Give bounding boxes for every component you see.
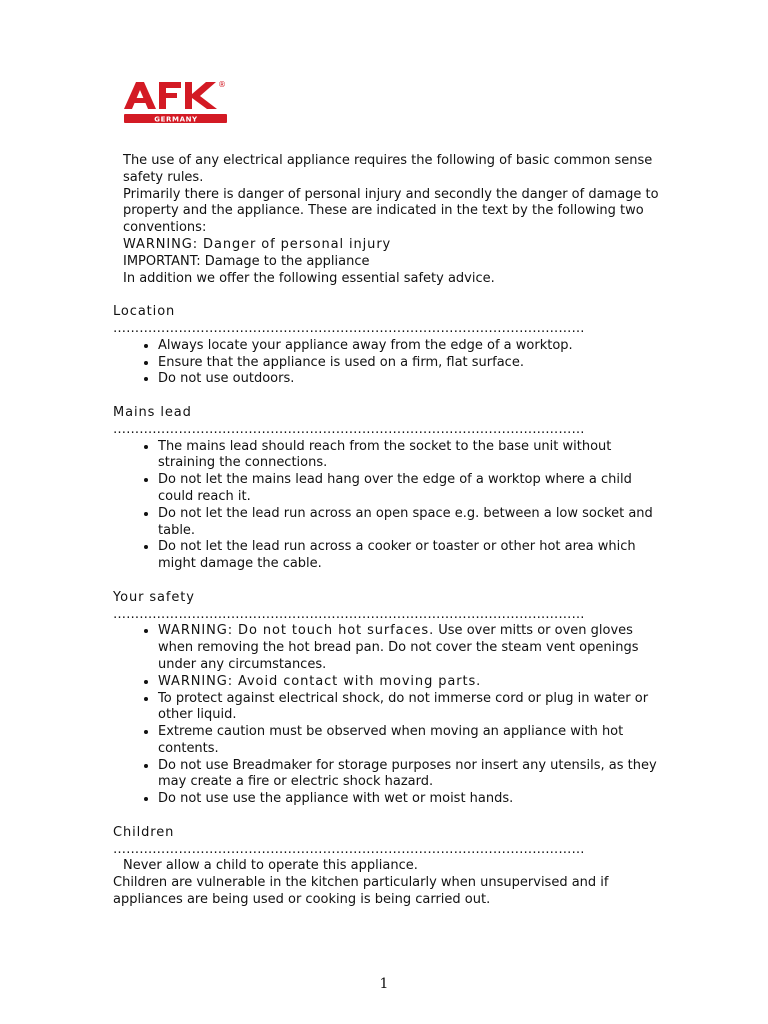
list-item bbox=[158, 338, 661, 355]
intro-paragraph: IMPORTANT: Damage to the appliance bbox=[123, 253, 370, 269]
item-text: Do not let the mains lead hang over the edge of a worktop where a child could reach it. bbox=[158, 472, 632, 504]
section-title: Location bbox=[113, 304, 176, 320]
section-title: Your safety bbox=[113, 589, 195, 605]
item-text: Ensure that the appliance is used on a firm, flat surface. bbox=[158, 354, 524, 370]
list-item bbox=[158, 758, 661, 792]
list-item bbox=[158, 371, 661, 388]
list-item bbox=[158, 724, 661, 758]
section-location bbox=[113, 304, 661, 388]
section-paragraph: Children are vulnerable in the kitchen particularly when unsupervised and if appliances are being used or cooking is being carried out. bbox=[113, 875, 609, 908]
item-text: Do not let the lead run across an open space e.g. between a low socket and table. bbox=[158, 505, 653, 538]
bullet-list bbox=[113, 338, 661, 388]
item-text: The mains lead should reach from the socket to the base unit without straining the connections. bbox=[158, 438, 612, 471]
page-number: 1 bbox=[379, 976, 389, 992]
intro-paragraph: WARNING: Danger of personal injury bbox=[123, 236, 392, 252]
logo-subtitle: GERMANY bbox=[154, 115, 198, 124]
bullet-list bbox=[113, 439, 661, 573]
section-paragraph: Never allow a child to operate this appliance. bbox=[123, 858, 418, 874]
logo-registered-mark: ® bbox=[218, 80, 226, 89]
list-item bbox=[158, 539, 661, 573]
item-text: Always locate your appliance away from the edge of a worktop. bbox=[158, 337, 573, 353]
list-item bbox=[158, 674, 661, 691]
dotted-separator: ……………………………………………………………………………………………… bbox=[113, 320, 585, 336]
item-text: Do not use use the appliance with wet or moist hands. bbox=[158, 791, 514, 807]
intro-paragraph: Primarily there is danger of personal injury and secondly the danger of damage to property and the appliance. These are indicated in the text by the following two conventions: bbox=[123, 186, 659, 236]
list-item bbox=[158, 355, 661, 372]
list-item bbox=[158, 506, 661, 540]
item-text: Do not use Breadmaker for storage purposes nor insert any utensils, as they may create a fire or electric shock hazard. bbox=[158, 757, 657, 790]
dotted-separator: ……………………………………………………………………………………………… bbox=[113, 421, 585, 437]
list-item bbox=[158, 439, 661, 473]
sections-container bbox=[113, 304, 661, 909]
item-text: To protect against electrical shock, do not immerse cord or plug in water or other liquid. bbox=[158, 690, 649, 723]
warning-text: WARNING: Do not touch hot surfaces. bbox=[158, 623, 435, 639]
item-text: Do not let the lead run across a cooker or toaster or other hot area which might damage the cable. bbox=[158, 539, 636, 572]
intro-paragraph: In addition we offer the following essential safety advice. bbox=[123, 270, 495, 286]
item-text: Do not use outdoors. bbox=[158, 371, 295, 387]
list-item bbox=[158, 472, 661, 506]
item-text: Use over mitts or oven gloves when removing the hot bread pan. Do not cover the steam vent openings under any circumstances. bbox=[158, 623, 639, 672]
intro-block bbox=[113, 153, 661, 287]
section-title: Children bbox=[113, 824, 175, 840]
list-item bbox=[158, 691, 661, 725]
section-mains-lead bbox=[113, 405, 661, 573]
document-body bbox=[113, 153, 661, 909]
intro-paragraph: The use of any electrical appliance requires the following of basic common sense safety rules. bbox=[123, 153, 653, 185]
dotted-separator: ……………………………………………………………………………………………… bbox=[113, 841, 585, 857]
section-children bbox=[113, 825, 661, 909]
afk-logo bbox=[122, 76, 232, 130]
section-title: Mains lead bbox=[113, 404, 192, 420]
dotted-separator: ……………………………………………………………………………………………… bbox=[113, 606, 585, 622]
bullet-list bbox=[113, 623, 661, 808]
section-your-safety bbox=[113, 590, 661, 808]
warning-text: WARNING: Avoid contact with moving parts. bbox=[158, 673, 482, 689]
list-item bbox=[158, 791, 661, 808]
item-text: Extreme caution must be observed when moving an appliance with hot contents. bbox=[158, 724, 624, 756]
list-item bbox=[158, 623, 661, 673]
